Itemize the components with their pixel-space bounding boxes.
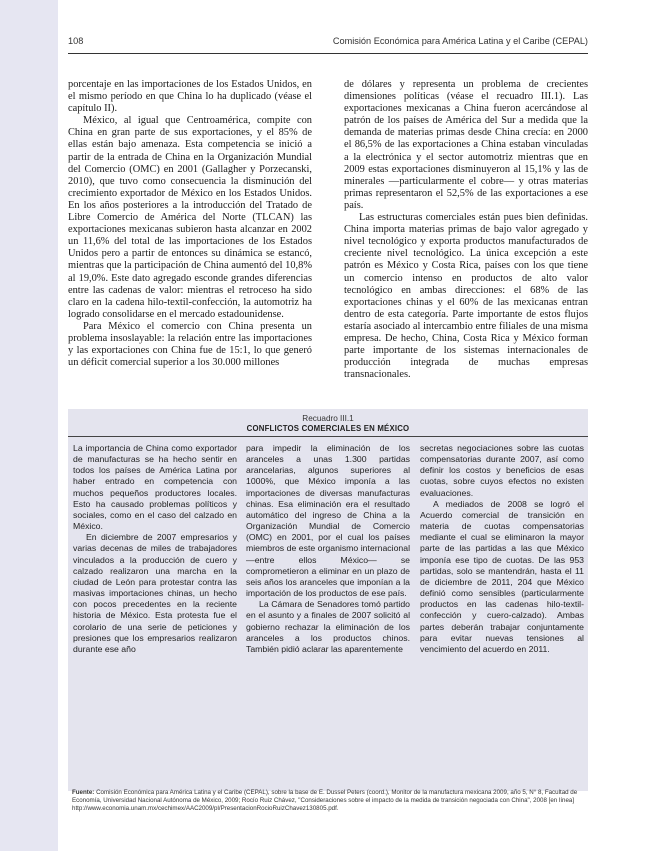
box-column-1	[73, 443, 237, 655]
source-text: Comisión Económica para América Latina y el Caribe (CEPAL), sobre la base de E. Dussel Peters (coord.), Monitor de la manufactura mexicana 2009, año 5, N° 8, Facultad de Economía, Universidad Nacional Autónoma de México, 2009; Rocío Ruiz Chávez, "Consideraciones sobre el impacto de la medida de transición negociada con China", 2008 [en línea] http://www.economia.unam.mx/cechimex/AAC2009/pl/PresentacionRocioRuizChavez130805.pdf.	[72, 789, 578, 813]
header-divider	[68, 53, 588, 54]
box-source-note	[72, 789, 586, 814]
paragraph: Las estructuras comerciales están pues bien definidas. China importa materias primas de bajo valor agregado y nivel tecnológico y exporta productos manufacturados de creciente nivel tecnológico. La única excepción a este patrón es México y Costa Rica, países con los que tiene un comercio intenso en productos de alto valor tecnológico en ambas direcciones: el 68% de las exportaciones chinas y el 60% de las mexicanas entran dentro de esta categoría. Parte importante de estos flujos estaría asociado al intercambio entre filiales de una misma empresa. De hecho, China, Costa Rica y México forman parte importante de los sistemas internacionales de producción integrada de muchas empresas transnacionales.	[344, 212, 588, 381]
box-kicker: Recuadro III.1	[302, 414, 354, 423]
box-paragraph: A mediados de 2008 se logró el Acuerdo comercial de transición en materia de cuotas compensatorias mediante el cual se eliminaron la mayor parte de las partidas a las que México imponía ese tipo de cuotas. De las 953 partidas, solo se mantendrán, hasta el 11 de diciembre de 2011, 204 que México definió como sensibles (particularmente productos en las cadenas hilo-textil-confección y cuero-calzado). Ambas partes deberán trabajar conjuntamente para evitar nuevas tensiones al vencimiento del acuerdo en 2011.	[420, 498, 584, 654]
box-paragraph: para impedir la eliminación de los aranceles a unas 1.300 partidas arancelarias, algunos superiores al 1000%, que México imponía a las importaciones de diversas manufacturas chinas. Esa eliminación era el resultado automático del ingreso de China a la Organización Mundial de Comercio (OMC) en 2001, por el cual los países miembros de este organismo internacional —entre ellos México— se comprometieron a eliminar en un plazo de seis años los aranceles que imponían a la importación de los productos de ese país.	[246, 443, 410, 599]
sidebar-box	[68, 409, 588, 791]
paragraph: porcentaje en las importaciones de los Estados Unidos, en el mismo período en que China lo ha duplicado (véase el capítulo II).	[68, 79, 312, 115]
page-number: 108	[68, 36, 84, 46]
box-column-2	[246, 443, 410, 655]
body-column-right	[344, 79, 588, 381]
box-title: CONFLICTOS COMERCIALES EN MÉXICO	[246, 424, 410, 433]
box-paragraph: secretas negociaciones sobre las cuotas compensatorias durante 2007, así como definir los costos y beneficios de esas cuotas, sobre cuyos efectos no existen evaluaciones.	[420, 443, 584, 498]
paragraph: de dólares y representa un problema de crecientes dimensiones políticas (véase el recuadro III.1). Las exportaciones mexicanas a China fueron acercándose al patrón de los países de América del Sur a medida que la demanda de materias primas desde China crecía: en 2000 el 86,5% de las exportaciones a China estaban vinculadas a la electrónica y el sector automotriz mientras que en 2009 estas exportaciones disminuyeron al 15,1% y las de minerales —particularmente el cobre— y otras materias primas representaron el 52,5% de las exportaciones a ese país.	[344, 79, 588, 211]
paragraph: Para México el comercio con China presenta un problema insoslayable: la relación entre las importaciones y las exportaciones con China fue de 15:1, lo que generó un déficit comercial superior a los 30.000 millones	[68, 320, 312, 369]
header-organization: Comisión Económica para América Latina y el Caribe (CEPAL)	[332, 36, 588, 46]
body-column-left	[68, 79, 312, 369]
box-divider	[68, 436, 588, 437]
box-paragraph: En diciembre de 2007 empresarios y varias decenas de miles de trabajadores vinculados a la producción de cuero y calzado realizaron una marcha en la ciudad de León para protestar contra las masivas importaciones chinas, un hecho con pocos precedentes en la reciente historia de México. Esta protesta fue el corolario de una serie de peticiones y presiones que los empresarios realizaron durante ese año	[73, 532, 237, 654]
box-paragraph: La importancia de China como exportador de manufacturas se ha hecho sentir en todos los países de América Latina por haber entrado en competencia con muchos pequeños productores locales. Esto ha causado problemas políticos y sociales, como en el caso del calzado en México.	[73, 443, 237, 532]
source-label: Fuente:	[72, 789, 95, 796]
running-header	[68, 36, 588, 50]
box-paragraph: La Cámara de Senadores tomó partido en el asunto y a finales de 2007 solicitó al gobierno rechazar la eliminación de los aranceles a los productos chinos. También pidió aclarar las aparentemente	[246, 599, 410, 654]
box-column-3	[420, 443, 584, 655]
paragraph: México, al igual que Centroamérica, compite con China en gran parte de sus exportaciones, y el 85% de ellas están bajo amenaza. Esta competencia se inició a partir de la entrada de China en la Organización Mundial del Comercio (OMC) en 2001 (Gallagher y Porzecanski, 2010), que tuvo como consecuencia la disminución del crecimiento exportador de México en los Estados Unidos. En los años posteriores a la introducción del Tratado de Libre Comercio de América del Norte (TLCAN) las exportaciones mexicanas subieron hasta alcanzar en 2002 un 11,6% del total de las importaciones de los Estados Unidos pero a partir de entonces su dinámica se estancó, mientras que la participación de China aumentó del 10,8% al 19,0%. Este dato agregado esconde grandes diferencias entre las cadenas de valor: mientras el retroceso ha sido claro en la cadena hilo-textil-confección, la automotriz ha logrado consolidarse en el mercado estadounidense.	[68, 115, 312, 320]
